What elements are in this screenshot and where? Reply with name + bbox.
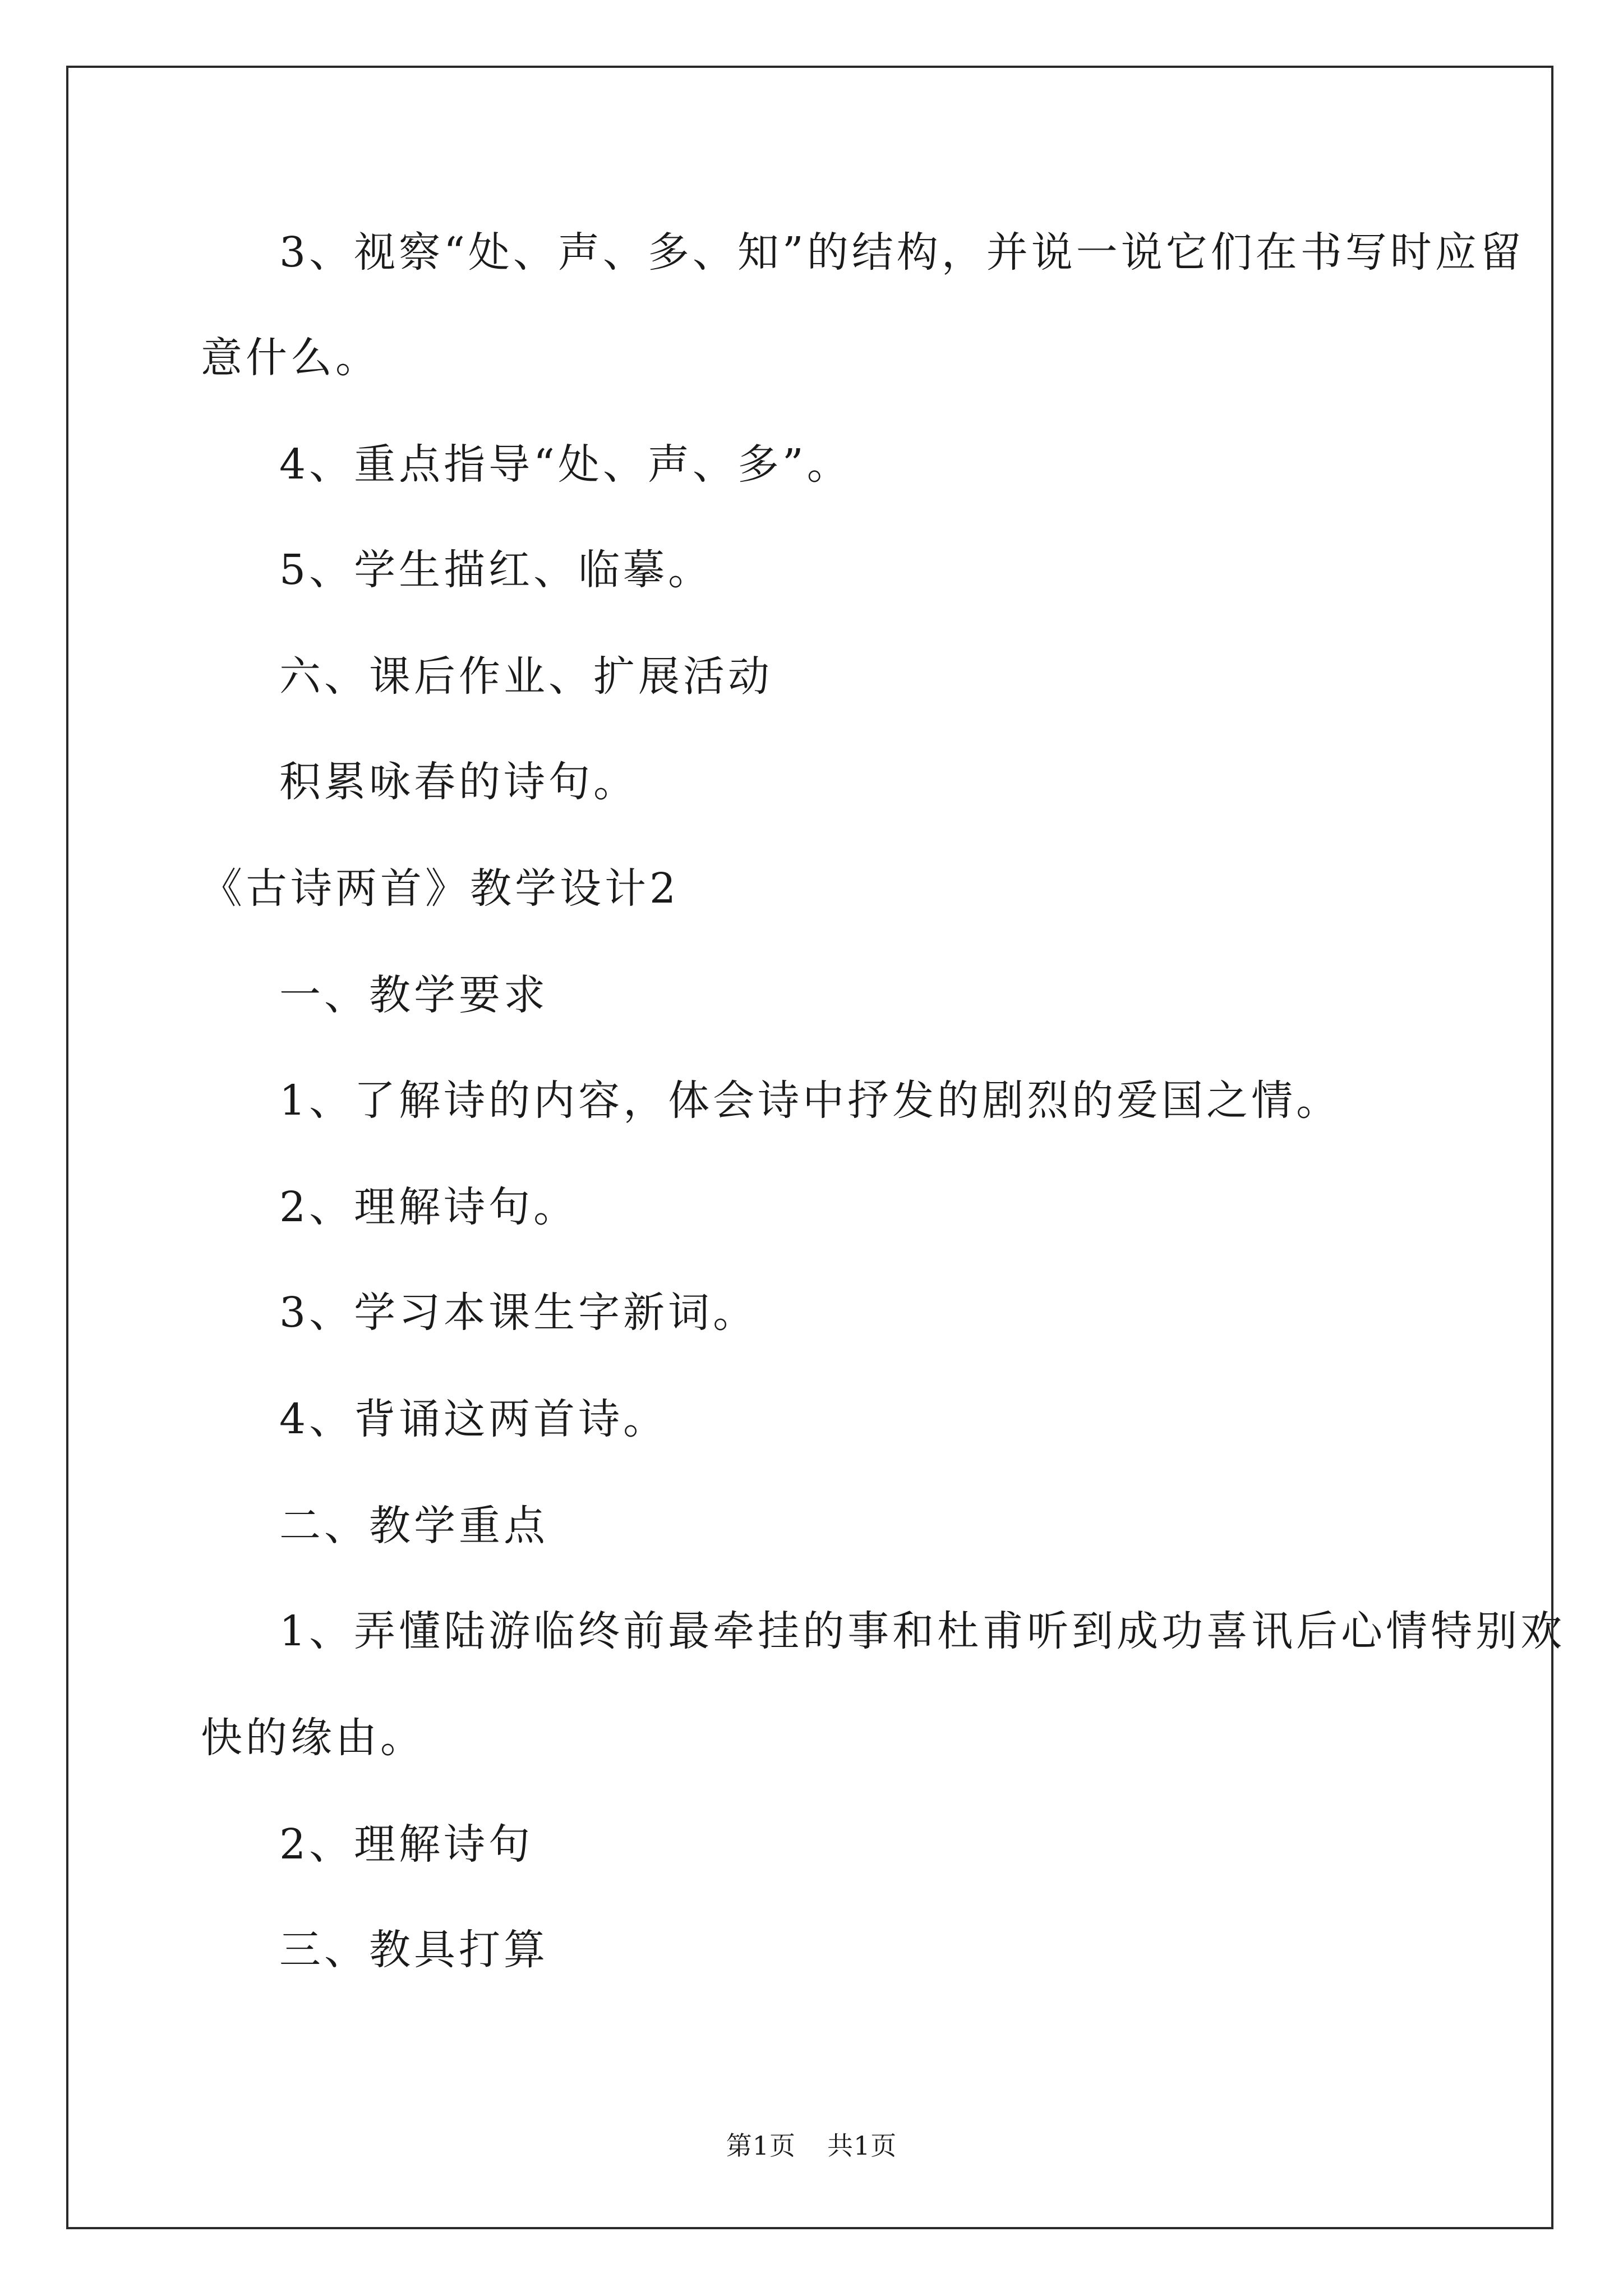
page-footer (0, 2129, 1623, 2162)
paragraph-line: 3、视察“处、声、多、知”的结构，并说一说它们在书写时应留 (279, 228, 1525, 277)
page-total: 共1页 (827, 2131, 897, 2161)
section-heading: 六、课后作业、扩展活动 (279, 652, 773, 701)
paragraph-line: 3、学习本课生字新词。 (279, 1289, 758, 1337)
document-title: 《古诗两首》教学设计2 (201, 864, 680, 913)
page-border (66, 66, 1553, 2229)
paragraph-line: 1、了解诗的内容，体会诗中抒发的剧烈的爱国之情。 (279, 1076, 1341, 1125)
section-heading: 三、教具打算 (279, 1926, 548, 1974)
page-number: 第1页 (726, 2131, 796, 2161)
paragraph-line: 意什么。 (201, 334, 380, 382)
section-heading: 一、教学要求 (279, 971, 548, 1019)
paragraph-line: 5、学生描红、临摹。 (279, 546, 713, 594)
paragraph-line: 4、重点指导“处、声、多”。 (279, 440, 852, 489)
paragraph-line: 2、理解诗句。 (279, 1183, 579, 1231)
paragraph-line: 4、背诵这两首诗。 (279, 1395, 668, 1443)
section-heading: 二、教学重点 (279, 1502, 548, 1550)
paragraph-line: 1、弄懂陆游临终前最牵挂的事和杜甫听到成功喜讯后心情特别欢 (279, 1607, 1566, 1655)
paragraph-line: 快的缘由。 (201, 1714, 425, 1762)
paragraph-line: 积累咏春的诗句。 (279, 758, 638, 806)
paragraph-line: 2、理解诗句 (279, 1820, 534, 1869)
